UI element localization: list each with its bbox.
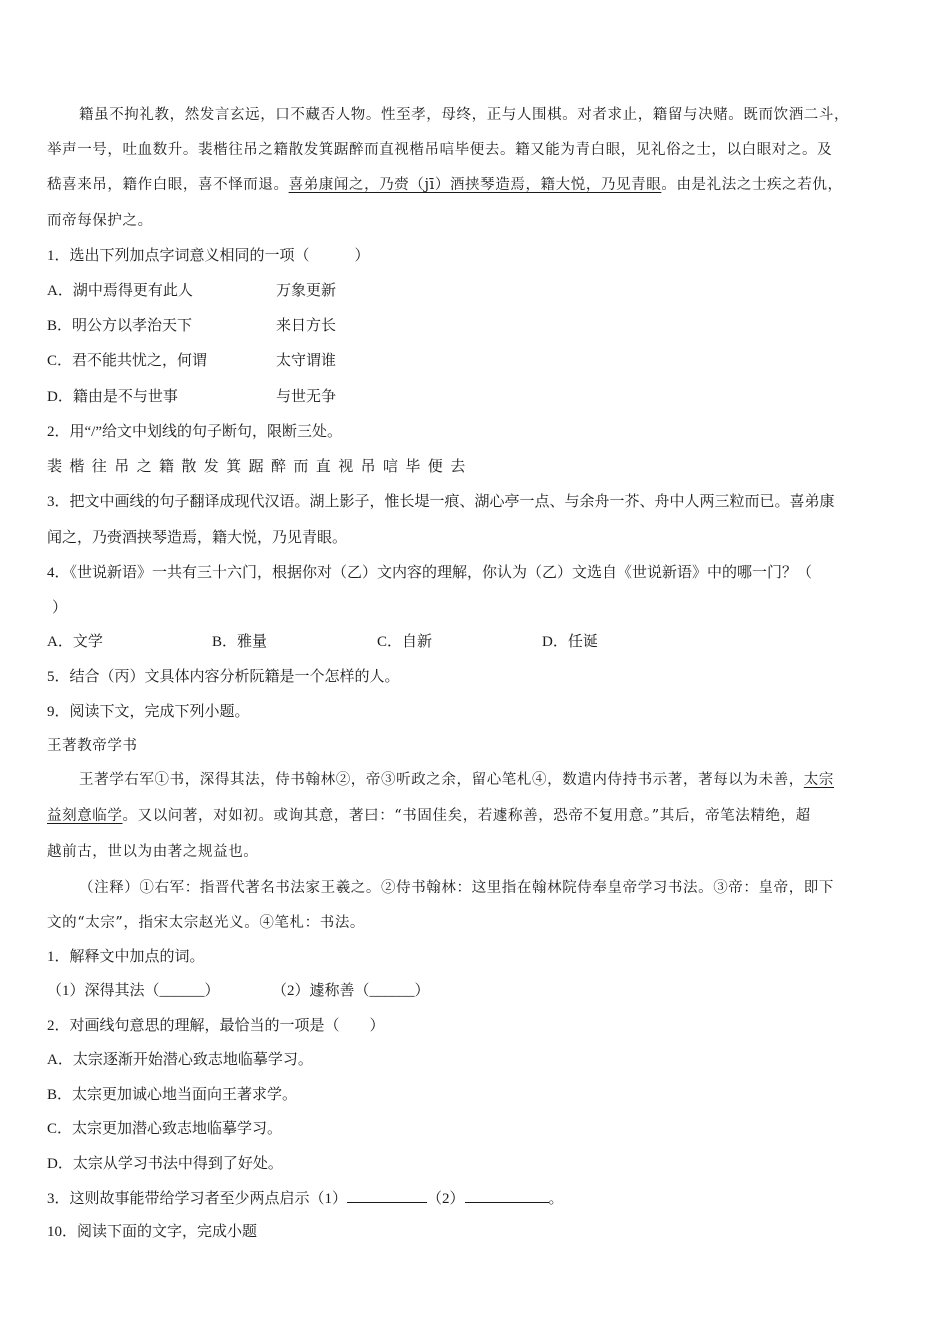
q9-option-a: A．太宗逐渐开始潜心致志地临摹学习。 [47,1052,313,1068]
q4-option-c: C．自新 [377,634,433,650]
q9-question-2: 2．对画线句意思的理解，最恰当的一项是（ ） [47,1018,385,1034]
q9-passage-line-1 [79,769,834,791]
option-b-pair: 来日方长 [276,318,337,334]
answer-blank-1 [347,1187,427,1203]
question-2: 2．用“/”给文中划线的句子断句，限断三处。 [47,424,342,440]
passage-line-2: 举声一号，吐血数升。裴楷往吊之籍散发箕踞醉而直视楷吊唁毕便去。籍又能为青白眼，见礼俗之士，以白眼对之。及 [47,142,833,158]
underlined-sentence: 益刻意临学 [47,808,123,824]
q9-blank-2: （2）遽称善（______） [272,983,430,999]
passage-line-4: 而帝每保护之。 [47,213,153,229]
question-text: （2） [427,1191,465,1207]
passage-text: 嵇喜来吊，籍作白眼，喜不怿而退。 [47,177,289,193]
q4-option-b: B．雅量 [212,634,268,650]
passage-text: 。由是礼法之士疾之若仇， [661,177,843,193]
question-9-intro: 9．阅读下文，完成下列小题。 [47,704,250,720]
q4-option-a: A．文学 [47,634,103,650]
option-a-pair: 万象更新 [276,283,337,299]
option-c-pair: 太守谓谁 [276,353,337,369]
question-3-line-1: 3．把文中画线的句子翻译成现代汉语。湖上影子，惟长堤一痕、湖心亭一点、与余舟一芥、舟中人两三粒而已。喜弟康 [47,494,835,510]
question-5: 5．结合（丙）文具体内容分析阮籍是一个怎样的人。 [47,669,400,685]
option-d: D．籍由是不与世事 [47,389,178,405]
punctuation-sentence: 裴楷往吊之籍散发箕踞醉而直视吊唁毕便去 [47,459,473,475]
q9-passage-line-3: 越前古，世以为由著之规益也。 [47,844,259,860]
option-d-pair: 与世无争 [276,389,337,405]
passage-title: 王著教帝学书 [47,738,138,754]
question-text: 。 [548,1191,564,1207]
q9-question-1: 1．解释文中加点的词。 [47,949,205,965]
underlined-sentence: 太宗 [803,772,834,788]
question-10-intro: 10．阅读下面的文字，完成小题 [47,1224,258,1240]
q9-passage-line-2 [47,805,811,827]
q9-option-d: D．太宗从学习书法中得到了好处。 [47,1156,283,1172]
q9-question-3 [47,1187,564,1210]
q9-blank-1: （1）深得其法（______） [47,983,220,999]
passage-line-3 [47,174,843,196]
notes-line-1: （注释）①右军：指晋代著名书法家王羲之。②侍书翰林：这里指在翰林院侍奉皇帝学习书法。③帝：皇帝，即下 [79,880,834,896]
passage-line-1: 籍虽不拘礼教，然发言玄远，口不藏否人物。性至孝，母终，正与人围棋。对者求止，籍留与决赌。既而饮酒二斗， [79,107,850,123]
notes-line-2: 文的“太宗”，指宋太宗赵光义。④笔札：书法。 [47,915,366,931]
underlined-sentence: 喜弟康闻之，乃赍（jī）酒挟琴造焉，籍大悦，乃见青眼 [288,177,662,193]
q4-option-d: D．任诞 [542,634,598,650]
answer-blank-2 [465,1187,549,1203]
question-3-line-2: 闻之，乃赍酒挟琴造焉，籍大悦，乃见青眼。 [47,530,348,546]
q9-option-b: B．太宗更加诚心地当面向王著求学。 [47,1087,298,1103]
passage-text: 。又以问著，对如初。或询其意，著曰：“书固佳矣，若遽称善，恐帝不复用意。”其后，帝笔法精绝，超 [122,808,811,824]
question-4-line-1: 4．《世说新语》一共有三十六门，根据你对（乙）文内容的理解，你认为（乙）文选自《世说新语》中的哪一门？（ [47,565,813,581]
option-a: A．湖中焉得更有此人 [47,283,193,299]
question-4-line-2: ） [52,600,68,616]
passage-text: 王著学右军①书，深得其法，侍书翰林②，帝③听政之余，留心笔札④，数遣内侍持书示著，著每以为未善， [79,772,804,788]
option-b: B．明公方以孝治天下 [47,318,193,334]
option-c: C．君不能共忧之，何谓 [47,353,208,369]
question-text: 3．这则故事能带给学习者至少两点启示（1） [47,1191,348,1207]
question-1: 1．选出下列加点字词意义相同的一项（ ） [47,248,370,264]
q9-option-c: C．太宗更加潜心致志地临摹学习。 [47,1121,283,1137]
